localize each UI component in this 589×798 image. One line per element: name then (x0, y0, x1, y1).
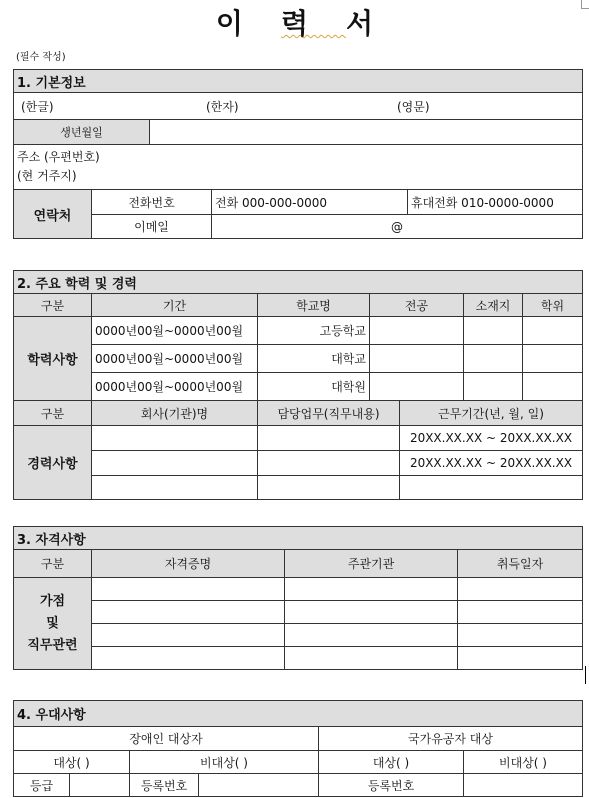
cert-name-4[interactable] (92, 647, 285, 670)
cert-name-3[interactable] (92, 624, 285, 647)
cert-name-2[interactable] (92, 601, 285, 624)
phone-field[interactable]: 전화 000-000-0000 (212, 190, 408, 215)
residence-label: (현 거주지) (17, 169, 77, 183)
name-korean-label: (한글) (21, 99, 54, 114)
edu-location-1[interactable] (464, 317, 523, 345)
address-field[interactable] (14, 145, 583, 190)
career-duties-1[interactable] (258, 426, 400, 451)
edu-degree-2[interactable] (523, 345, 583, 373)
career-duties-3[interactable] (258, 476, 400, 500)
cert-issuer-2[interactable] (285, 601, 458, 624)
career-header-company: 회사(기관)명 (92, 401, 258, 426)
cert-date-3[interactable] (458, 624, 583, 647)
certification-table (13, 526, 583, 670)
cert-issuer-1[interactable] (285, 578, 458, 601)
edu-header-category: 구분 (14, 294, 92, 317)
cert-date-2[interactable] (458, 601, 583, 624)
edu-header-major: 전공 (370, 294, 464, 317)
required-note: (필수 작성) (16, 52, 66, 63)
basic-info-table (13, 69, 583, 239)
cert-name-1[interactable] (92, 578, 285, 601)
name-hanja-label: (한자) (206, 99, 239, 114)
edu-header-degree: 학위 (523, 294, 583, 317)
cert-header-name: 자격증명 (92, 550, 285, 578)
edu-header-period: 기간 (92, 294, 258, 317)
cert-date-4[interactable] (458, 647, 583, 670)
edu-school-1[interactable]: 고등학교 (258, 317, 370, 345)
email-label: 이메일 (92, 215, 212, 239)
grade-label: 등급 (14, 774, 70, 797)
career-company-1[interactable] (92, 426, 258, 451)
disabled-reg-no-label: 등록번호 (130, 774, 199, 797)
grade-field[interactable] (70, 774, 130, 797)
edu-degree-1[interactable] (523, 317, 583, 345)
contact-label: 연락처 (14, 190, 92, 239)
career-company-2[interactable] (92, 451, 258, 476)
section-header-preference: 4. 우대사항 (14, 701, 583, 727)
edu-location-3[interactable] (464, 373, 523, 401)
birth-label: 생년월일 (14, 120, 150, 145)
mobile-field[interactable]: 휴대전화 010-0000-0000 (408, 190, 583, 215)
edu-major-3[interactable] (370, 373, 464, 401)
edu-period-3[interactable]: 0000년00월~0000년00월 (92, 373, 258, 401)
disabled-reg-no-field[interactable] (199, 774, 319, 797)
edu-period-2[interactable]: 0000년00월~0000년00월 (92, 345, 258, 373)
document-title: 이력서 (215, 7, 412, 40)
edu-header-school: 학교명 (258, 294, 370, 317)
cert-header-issuer: 주관기관 (285, 550, 458, 578)
career-header-duties: 담당업무(직무내용) (258, 401, 400, 426)
career-label: 경력사항 (14, 426, 92, 500)
career-period-3[interactable] (400, 476, 583, 500)
edu-major-2[interactable] (370, 345, 464, 373)
education-label: 학력사항 (14, 317, 92, 401)
edu-period-1[interactable]: 0000년00월~0000년00월 (92, 317, 258, 345)
birth-field[interactable] (150, 120, 583, 145)
veteran-target-label: 국가유공자 대상 (319, 727, 583, 751)
disabled-target-field[interactable]: 대상( ) (14, 751, 130, 774)
cert-category-label: 가점 및 직무관련 (14, 578, 92, 670)
text-cursor (585, 666, 586, 684)
career-period-2[interactable]: 20XX.XX.XX ~ 20XX.XX.XX (400, 451, 583, 476)
email-field[interactable]: @ (212, 215, 583, 239)
education-career-table (13, 270, 583, 500)
cert-date-1[interactable] (458, 578, 583, 601)
edu-school-3[interactable]: 대학원 (258, 373, 370, 401)
disabled-target-label: 장애인 대상자 (14, 727, 319, 751)
career-header-period: 근무기간(년, 월, 일) (400, 401, 583, 426)
veteran-reg-no-field[interactable] (464, 774, 583, 797)
address-label: 주소 (우편번호) (17, 150, 100, 164)
edu-degree-3[interactable] (523, 373, 583, 401)
veteran-target-field[interactable]: 대상( ) (319, 751, 464, 774)
edu-major-1[interactable] (370, 317, 464, 345)
edu-header-location: 소재지 (464, 294, 523, 317)
career-period-1[interactable]: 20XX.XX.XX ~ 20XX.XX.XX (400, 426, 583, 451)
career-duties-2[interactable] (258, 451, 400, 476)
phone-label: 전화번호 (92, 190, 212, 215)
edu-school-2[interactable]: 대학교 (258, 345, 370, 373)
name-row[interactable] (14, 93, 583, 120)
cert-header-category: 구분 (14, 550, 92, 578)
edu-location-2[interactable] (464, 345, 523, 373)
career-company-3[interactable] (92, 476, 258, 500)
section-header-certification: 3. 자격사항 (14, 527, 583, 550)
name-english-label: (영문) (397, 99, 430, 114)
cert-issuer-4[interactable] (285, 647, 458, 670)
preference-table (13, 700, 583, 797)
career-header-category: 구분 (14, 401, 92, 426)
section-header-basic-info: 1. 기본정보 (14, 70, 583, 93)
cert-header-date: 취득일자 (458, 550, 583, 578)
veteran-reg-no-label: 등록번호 (319, 774, 464, 797)
veteran-non-target-field[interactable]: 비대상( ) (464, 751, 583, 774)
section-header-education-career: 2. 주요 학력 및 경력 (14, 271, 583, 294)
cert-issuer-3[interactable] (285, 624, 458, 647)
disabled-non-target-field[interactable]: 비대상( ) (130, 751, 319, 774)
